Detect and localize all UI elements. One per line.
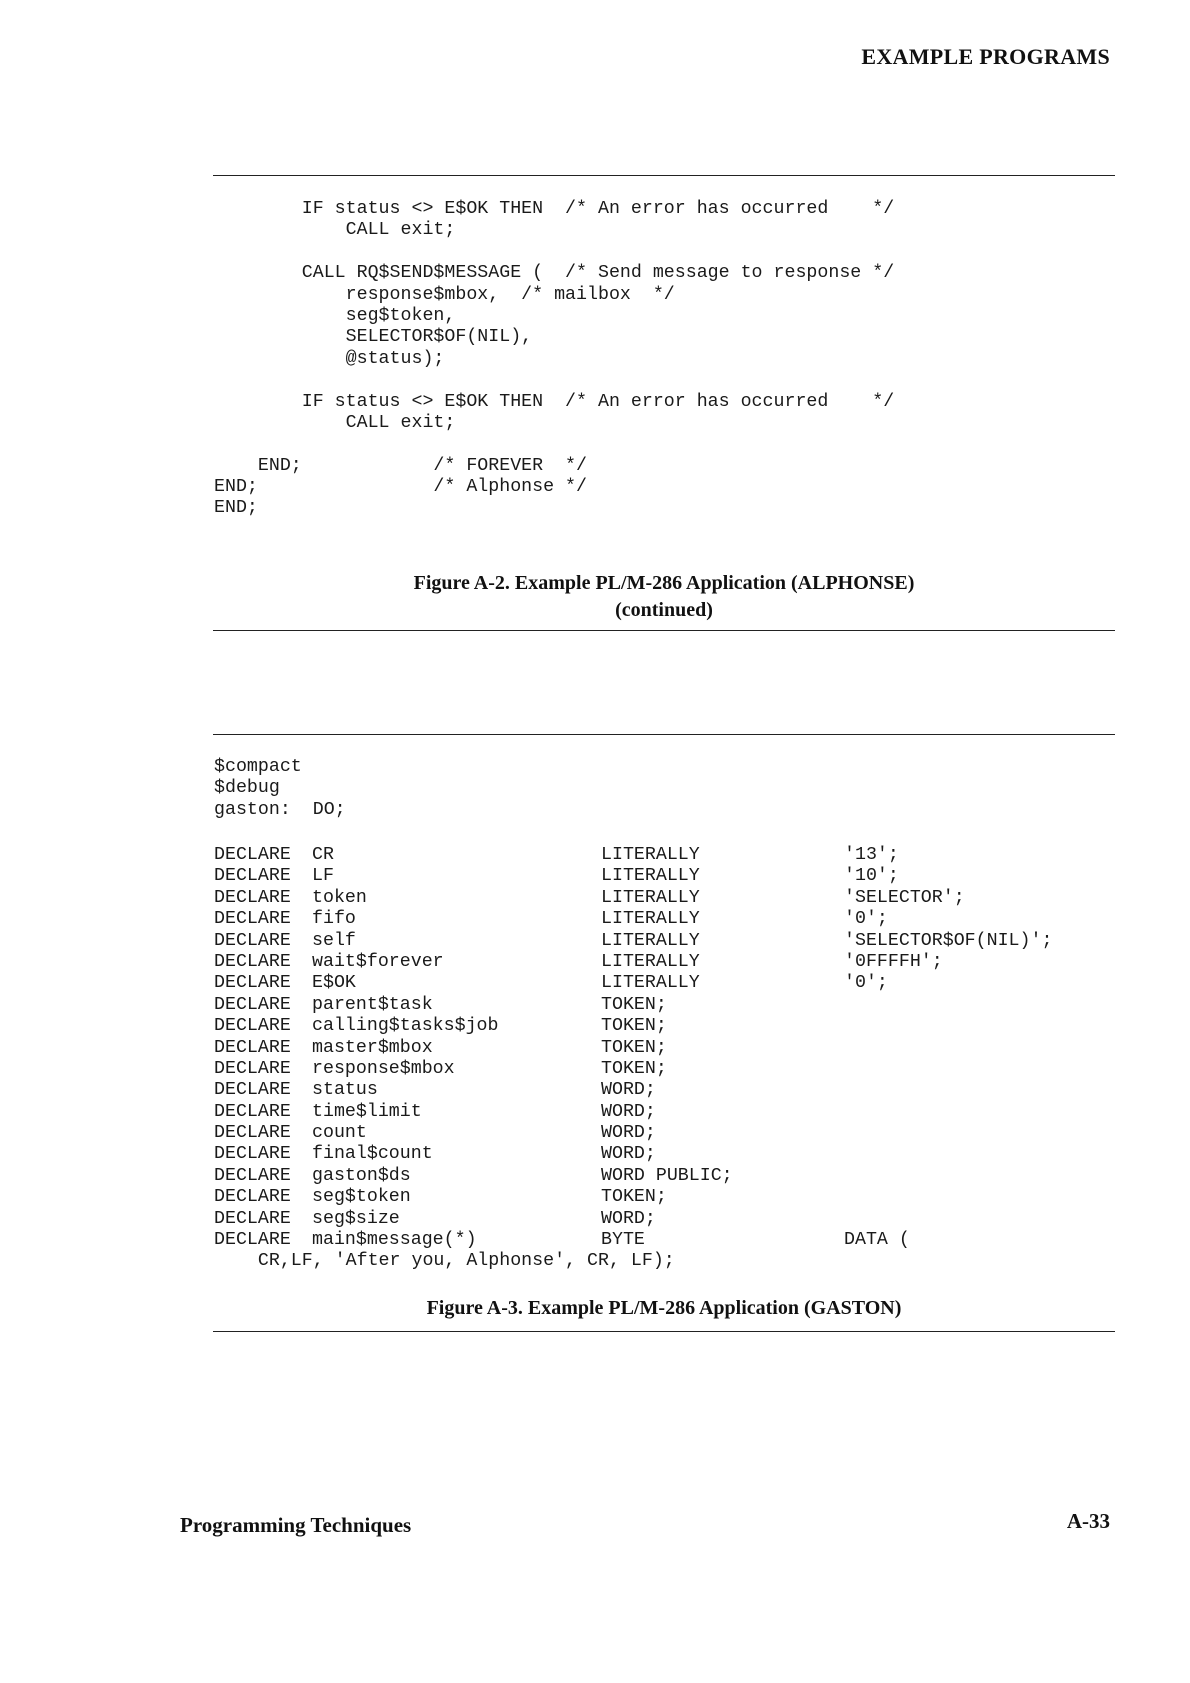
declaration-type: WORD; (601, 1123, 656, 1144)
figure-a3-caption (213, 1295, 1115, 1322)
code-line: IF status <> E$OK THEN /* An error has occurred */ (214, 391, 895, 412)
declaration-type: LITERALLY (601, 845, 700, 865)
declaration-name: seg$size (312, 1208, 400, 1229)
code-line: END; /* Alphonse */ (214, 477, 587, 498)
declaration-type: LITERALLY (601, 973, 700, 994)
declaration-name: response$mbox (312, 1058, 455, 1079)
declaration-name: E$OK (312, 973, 356, 994)
declare-keyword: DECLARE (214, 930, 291, 951)
declaration-name: time$limit (312, 1101, 422, 1122)
declare-keyword: DECLARE (214, 951, 291, 972)
code-line: SELECTOR$OF(NIL), (214, 327, 533, 348)
declaration-name: parent$task (312, 994, 433, 1015)
declaration-type: WORD; (601, 1080, 656, 1101)
page-number: A-33 (1066, 1509, 1110, 1533)
code-line: seg$token, (214, 305, 456, 326)
figure-a2-caption-line2: (continued) (615, 599, 713, 621)
declaration-name: seg$token (312, 1187, 411, 1208)
declaration-value: '0'; (844, 909, 888, 930)
declare-keyword: DECLARE (214, 1208, 291, 1229)
declare-keyword: DECLARE (214, 866, 291, 887)
declaration-type: WORD; (601, 1101, 656, 1122)
declaration-type: TOKEN; (601, 1187, 667, 1208)
declaration-name: fifo (312, 909, 356, 930)
code-line: response$mbox, /* mailbox */ (214, 284, 675, 305)
figure-a2-code (214, 199, 894, 520)
declaration-type: TOKEN; (601, 1016, 667, 1037)
declaration-name: status (312, 1080, 378, 1101)
declaration-value: 'SELECTOR$OF(NIL)'; (844, 930, 1053, 951)
declaration-name: CR (312, 845, 334, 865)
code-line: END; /* FOREVER */ (214, 455, 587, 476)
declaration-type: LITERALLY (601, 909, 700, 930)
declaration-name: token (312, 887, 367, 908)
declaration-value: '13'; (844, 845, 899, 865)
code-line: END; (214, 498, 258, 519)
declaration-type: LITERALLY (601, 951, 700, 972)
code-line: CALL exit; (214, 220, 456, 241)
declaration-value: 'SELECTOR'; (844, 887, 965, 908)
declaration-name: gaston$ds (312, 1165, 411, 1186)
declaration-name: final$count (312, 1144, 433, 1165)
declare-keyword: DECLARE (214, 1230, 291, 1251)
declaration-type: BYTE (601, 1230, 645, 1251)
declaration-type: WORD; (601, 1144, 656, 1165)
figure-a2-top-rule (213, 175, 1115, 176)
figure-a2-caption (213, 570, 1115, 624)
code-line: gaston: DO; (214, 799, 346, 820)
code-line: @status); (214, 348, 445, 369)
figure-a3-caption-line: Figure A-3. Example PL/M-286 Application (GASTON) (426, 1297, 902, 1319)
declaration-type: WORD; (601, 1208, 656, 1229)
declaration-name: count (312, 1123, 367, 1144)
declaration-type: LITERALLY (601, 887, 700, 908)
declaration-name: self (312, 930, 356, 951)
declaration-value: '0'; (844, 973, 888, 994)
code-line: $compact (214, 757, 302, 777)
footer-section-title: Programming Techniques (180, 1513, 412, 1537)
figure-a3-bottom-rule (213, 1331, 1115, 1332)
declare-keyword: DECLARE (214, 1165, 291, 1186)
declare-keyword: DECLARE (214, 1016, 291, 1037)
declaration-name: wait$forever (312, 951, 444, 972)
figure-a3-top-rule (213, 734, 1115, 735)
declare-keyword: DECLARE (214, 1187, 291, 1208)
figure-a2-caption-line1: Figure A-2. Example PL/M-286 Application (ALPHONSE) (413, 572, 915, 594)
figure-a3-preamble (214, 757, 346, 821)
code-line: $debug (214, 778, 280, 799)
declaration-name: LF (312, 866, 334, 887)
declare-keyword: DECLARE (214, 845, 291, 865)
code-line: CALL RQ$SEND$MESSAGE ( /* Send message to response */ (214, 263, 895, 284)
code-line: CR,LF, 'After you, Alphonse', CR, LF); (214, 1251, 675, 1271)
figure-a2-bottom-rule (213, 630, 1115, 631)
declare-keyword: DECLARE (214, 887, 291, 908)
declaration-value: '10'; (844, 866, 899, 887)
code-line: CALL exit; (214, 412, 456, 433)
declaration-name: calling$tasks$job (312, 1016, 499, 1037)
declare-keyword: DECLARE (214, 1123, 291, 1144)
code-line: IF status <> E$OK THEN /* An error has occurred */ (214, 199, 895, 219)
declare-keyword: DECLARE (214, 909, 291, 930)
figure-a3-continuation (214, 1251, 675, 1272)
declaration-name: main$message(*) (312, 1230, 477, 1251)
declare-keyword: DECLARE (214, 973, 291, 994)
declaration-name: master$mbox (312, 1037, 433, 1058)
declaration-type: WORD PUBLIC; (601, 1165, 733, 1186)
declare-keyword: DECLARE (214, 994, 291, 1015)
running-header: EXAMPLE PROGRAMS (861, 44, 1110, 69)
declare-keyword: DECLARE (214, 1037, 291, 1058)
declaration-type: TOKEN; (601, 994, 667, 1015)
declaration-value: DATA ( (844, 1230, 910, 1251)
declaration-type: TOKEN; (601, 1037, 667, 1058)
declare-keyword: DECLARE (214, 1101, 291, 1122)
declaration-type: TOKEN; (601, 1058, 667, 1079)
declare-keyword: DECLARE (214, 1080, 291, 1101)
declare-keyword: DECLARE (214, 1058, 291, 1079)
declaration-type: LITERALLY (601, 930, 700, 951)
declaration-value: '0FFFFH'; (844, 951, 943, 972)
declare-keyword: DECLARE (214, 1144, 291, 1165)
declaration-type: LITERALLY (601, 866, 700, 887)
